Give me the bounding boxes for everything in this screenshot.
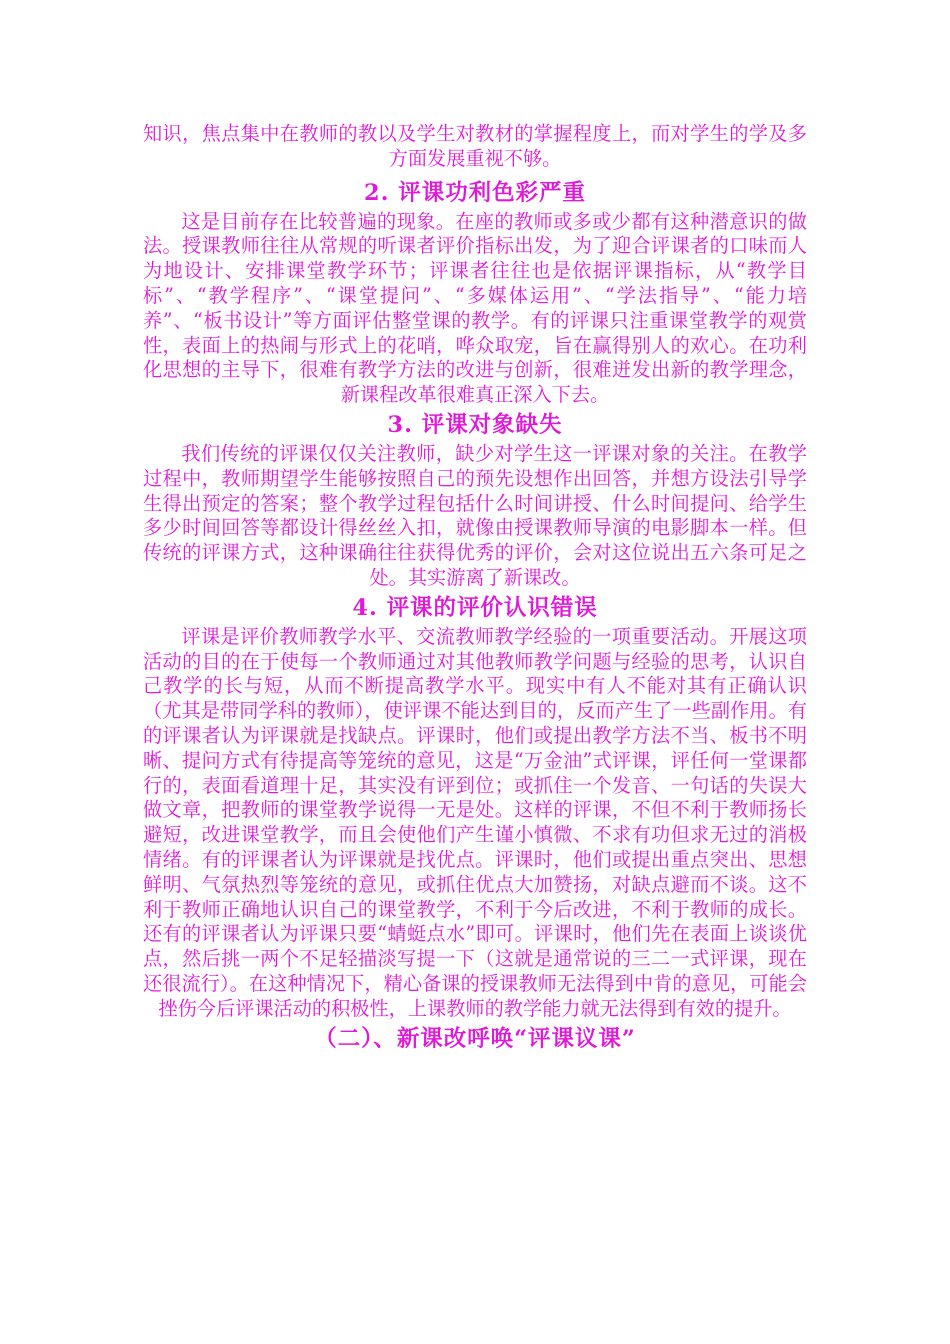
section-heading-4: 4. 评课的评价认识错误	[352, 594, 598, 621]
section-heading-2: 2. 评课功利色彩严重	[364, 179, 586, 206]
section-heading-part-two: （二）、新课改呼唤“评课议课”	[314, 1025, 636, 1052]
paragraph-evaluation-misconception: 评课是评价教师教学水平、交流教师教学经验的一项重要活动。开展这项活动的目的在于使每一个教师通过对其他教师教学问题与经验的思考，认识自己教学的长与短，从而不断提高教学水平。现实中有人不能对其有正确认识（尤其是带同学科的教师），使评课不能达到目的，反而产生了一些副作用。有的评课者认为评课就是找缺点。评课时，他们或提出教学方法不当、板书不明晰、提问方式有待提高等笼统的意见，这是“万金油”式评课，评任何一堂课都行的，表面看道理十足，其实没有评到位；或抓住一个发音、一句话的失误大做文章，把教师的课堂教学说得一无是处。这样的评课，不但不利于教师扬长避短，改进课堂教学，而且会使他们产生谨小慎微、不求有功但求无过的消极情绪。有的评课者认为评课就是找优点。评课时，他们或提出重点突出、思想鲜明、气氛热烈等笼统的意见，或抓住优点大加赞扬，对缺点避而不谈。这不利于教师正确地认识自己的课堂教学，不利于今后改进，不利于教师的成长。还有的评课者认为评课只要“蜻蜓点水”即可。评课时，他们先在表面上谈谈优点，然后挑一两个不足轻描淡写提一下（这就是通常说的三二一式评课，现在还很流行）。在这种情况下，精心备课的授课教师无法得到中肯的意见，可能会挫伤今后评课活动的积极性，上课教师的教学能力就无法得到有效的提升。	[143, 624, 807, 1020]
paragraph-missing-evaluation-object: 我们传统的评课仅仅关注教师，缺少对学生这一评课对象的关注。在教学过程中，教师期望学生能够按照自己的预先设想作出回答，并想方设法引导学生得出预定的答案；整个教学过程包括什么时间讲授、什么时间提问、给学生多少时间回答等都设计得丝丝入扣，就像由授课教师导演的电影脚本一样。但传统的评课方式，这种课确往往获得优秀的评价，会对这位说出五六条可足之处。其实游离了新课改。	[143, 441, 807, 589]
section-heading-3: 3. 评课对象缺失	[387, 411, 563, 438]
document-page	[143, 122, 807, 1056]
paragraph-intro-continuation: 知识，焦点集中在教师的教以及学生对教材的掌握程度上，而对学生的学及多方面发展重视不够。	[143, 122, 807, 170]
paragraph-utilitarian-evaluation: 这是目前存在比较普遍的现象。在座的教师或多或少都有这种潜意识的做法。授课教师往往从常规的听课者评价指标出发，为了迎合评课者的口味而人为地设计、安排课堂教学环节；评课者往往也是依据评课指标，从“教学目标”、“教学程序”、“课堂提问”、“多媒体运用”、“学法指导”、“能力培养”、“板书设计”等方面评估整堂课的教学。有的评课只注重课堂教学的观赏性，表面上的热闹与形式上的花哨，哗众取宠，旨在赢得别人的欢心。在功利化思想的主导下，很难有教学方法的改进与创新，很难迸发出新的教学理念，新课程改革很难真正深入下去。	[143, 209, 807, 407]
